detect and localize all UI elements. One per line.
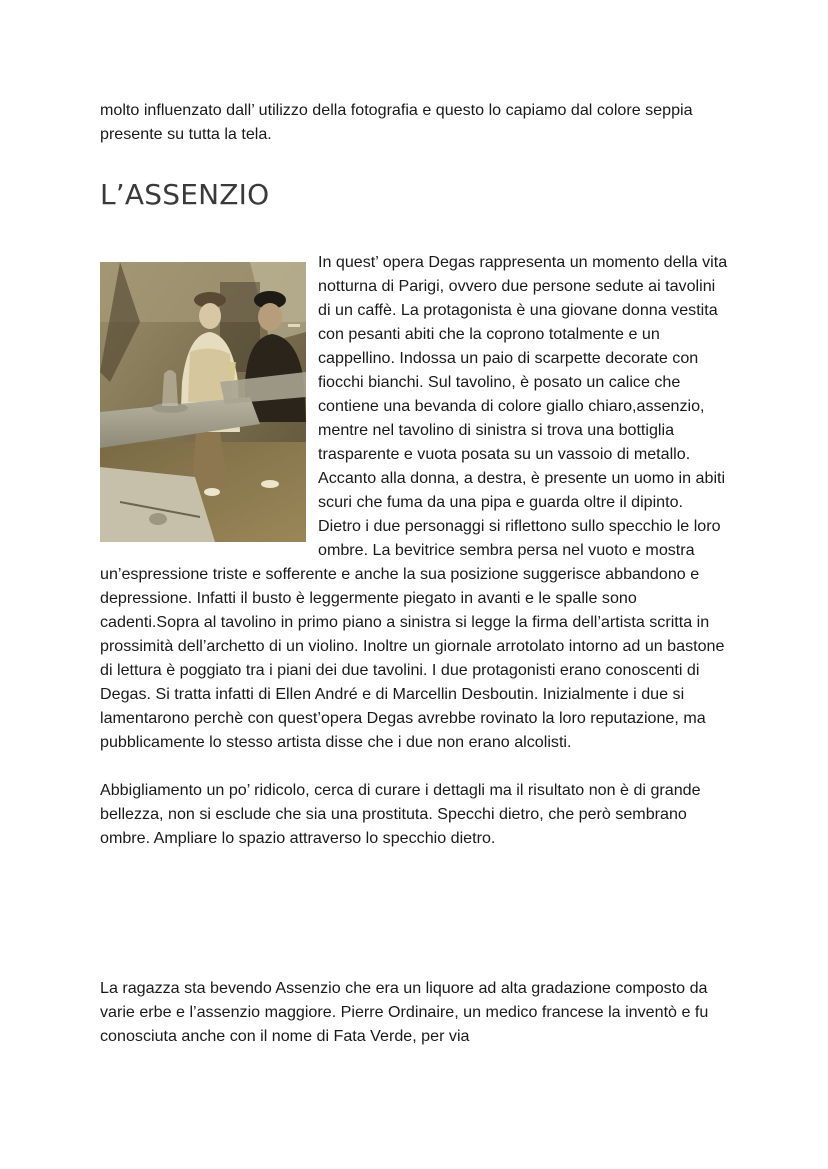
section-body <box>100 250 730 850</box>
final-paragraph: La ragazza sta bevendo Assenzio che era un liquore ad alta gradazione composto da varie erbe e l’assenzio maggiore. Pierre Ordinaire, un medico francese la inventò e fu conosciuta anche con il nome di Fata Verde, per via <box>100 979 709 1045</box>
main-paragraph: In quest’ opera Degas rappresenta un momento della vita notturna di Parigi, ovvero due persone sedute ai tavolini di un caffè. La protagonista è una giovane donna vestita con pesanti abiti che la coprono totalmente e un cappellino. Indossa un paio di scarpette decorate con fiocchi bianchi. Sul tavolino, è posato un calice che contiene una bevanda di colore giallo chiaro,assenzio, mentre nel tavolino di sinistra si trova una bottiglia trasparente e vuota posata su un vassoio di metallo. Accanto alla donna, a destra, è presente un uomo in abiti scuri che fuma da una pipa e guarda oltre il dipinto. Dietro i due personaggi si riflettono sullo specchio le loro ombre. La bevitrice sembra persa nel vuoto e mostra un’espressione triste e sofferente e anche la sua posizione suggerisce abbandono e depressione. Infatti il busto è leggermente piegato in avanti e le spalle sono cadenti.Sopra al tavolino in primo piano a sinistra si legge la firma dell’artista scritta in prossimità dell’archetto di un violino. Inoltre un giornale arrotolato intorno ad un bastone di lettura è poggiato tra i piani dei due tavolini. I due protagonisti erano conoscenti di Degas. Si tratta infatti di Ellen André e di Marcellin Desboutin. Inizialmente i due si lamentarono perchè con quest’opera Degas avrebbe rovinato la loro reputazione, ma pubblicamente lo stesso artista disse che i due non erano alcolisti. <box>100 253 728 751</box>
section-heading: L’ASSENZIO <box>100 178 270 211</box>
intro-paragraph: molto influenzato dall’ utilizzo della fotografia e questo lo capiamo dal colore seppia presente su tutta la tela. <box>100 101 693 143</box>
document-page <box>100 98 730 1045</box>
painting-image <box>100 262 306 542</box>
notes-paragraph: Abbigliamento un po’ ridicolo, cerca di curare i dettagli ma il risultato non è di grande bellezza, non si esclude che sia una prostituta. Specchi dietro, che però sembrano ombre. Ampliare lo spazio attraverso lo specchio dietro. <box>100 781 701 847</box>
